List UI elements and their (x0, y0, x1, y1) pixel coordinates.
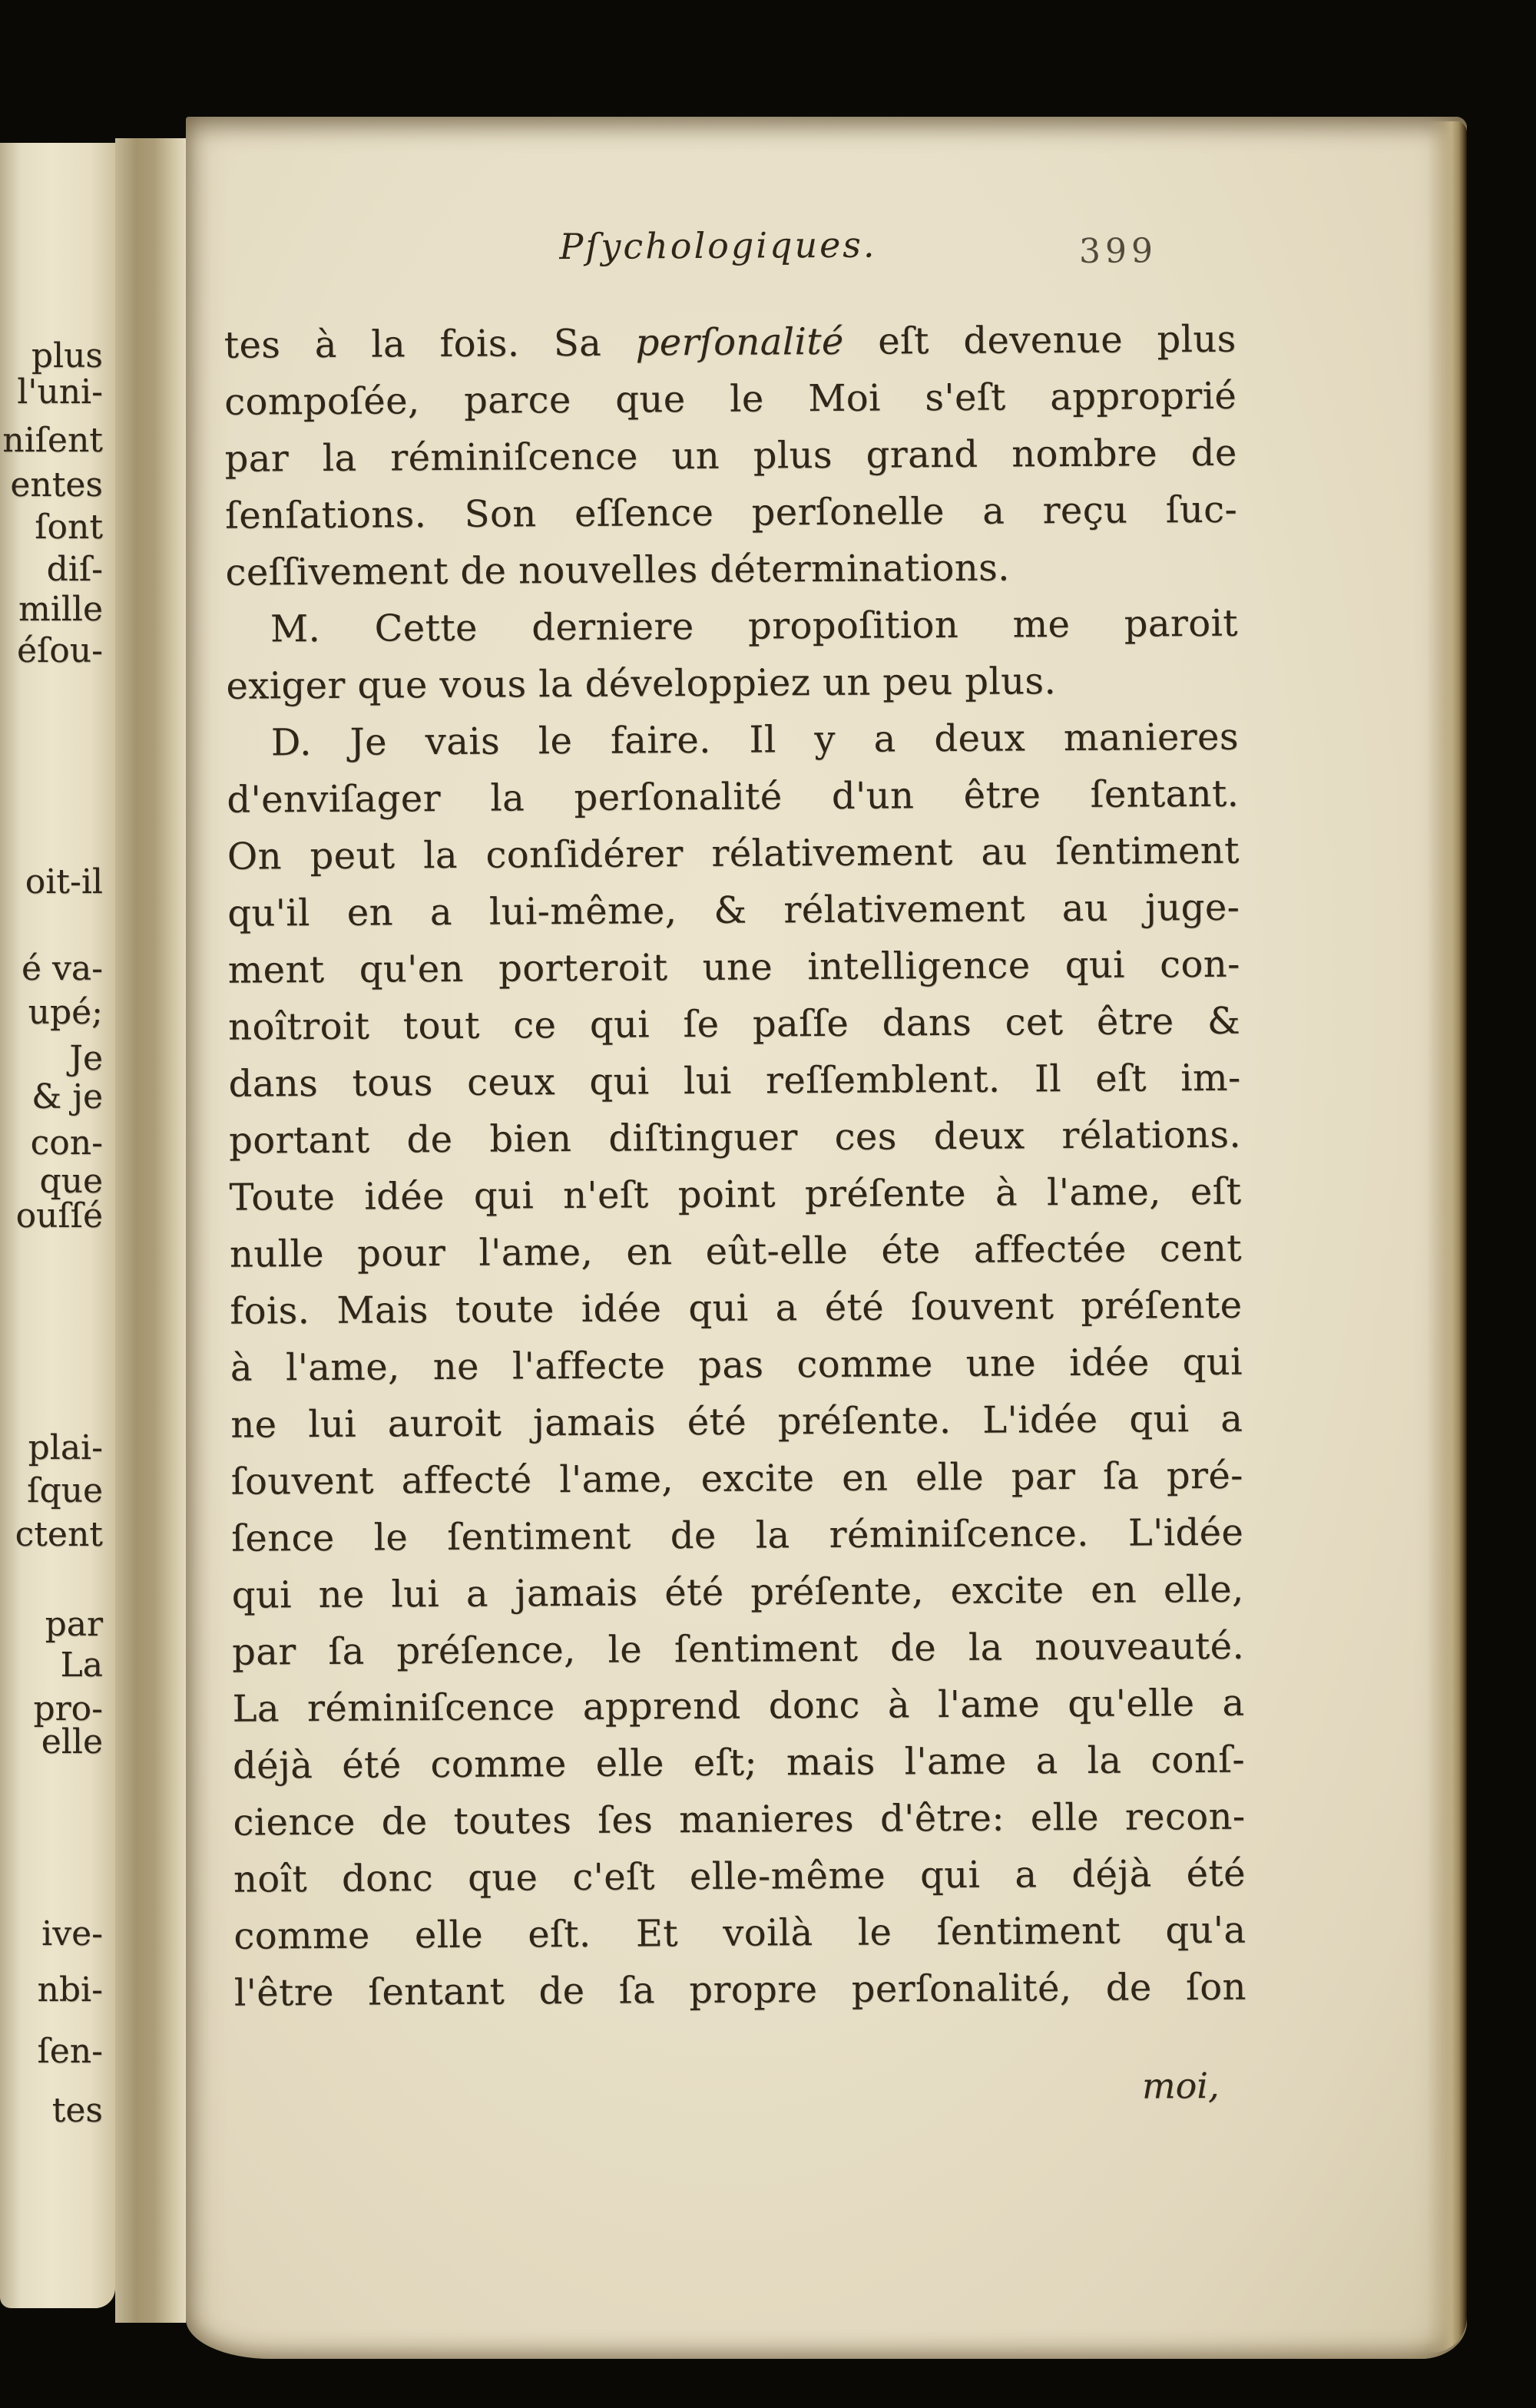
facing-page-edge (0, 143, 115, 2308)
text-line (229, 1106, 1241, 1169)
text-line (234, 1959, 1246, 2022)
fragment-line: par (45, 1605, 103, 1644)
text-line (224, 368, 1236, 431)
text-segment: d'enviſager la perſonalité d'un être ſentant. (227, 772, 1240, 822)
fragment-line: diſ- (46, 550, 103, 589)
fragment-line: ctent (15, 1515, 103, 1554)
text-segment: comme elle eſt. Et voilà le ſentiment qu'a (233, 1908, 1246, 1958)
fragment-line: ſont (35, 508, 103, 547)
text-line (229, 1163, 1241, 1226)
body-text (224, 311, 1247, 2022)
text-segment: portant de bien diſtinguer ces deux rélations. (228, 1113, 1242, 1163)
fragment-line: ſen- (37, 2032, 103, 2071)
running-title: Pſychologiques. (559, 223, 877, 268)
text-segment: par la réminiſcence un plus grand nombre de (224, 431, 1237, 481)
text-line (231, 1447, 1243, 1510)
text-segment: tes à la fois. Sa (223, 321, 636, 367)
text-line (230, 1277, 1242, 1340)
fragment-line: upé; (28, 993, 103, 1032)
fragment-line: entes (10, 465, 103, 504)
text-line (224, 425, 1236, 488)
text-line (225, 538, 1237, 601)
text-line (231, 1561, 1243, 1624)
page-number: 399 (1078, 231, 1158, 271)
text-line (227, 822, 1240, 885)
text-segment: noîtroit tout ce qui ſe paſſe dans cet être & (228, 999, 1241, 1049)
fragment-line: éſou- (16, 631, 103, 670)
catchword: moi, (1141, 2064, 1220, 2107)
text-segment: Toute idée qui n'eſt point préſente à l'ame, eſt (229, 1169, 1242, 1219)
text-line (230, 1391, 1243, 1454)
fragment-line: con- (30, 1123, 103, 1163)
text-line (224, 311, 1236, 374)
text-line (228, 993, 1240, 1056)
text-segment: fois. Mais toute idée qui a été ſouvent préſente (230, 1283, 1243, 1333)
text-line (226, 595, 1238, 658)
text-line (233, 1788, 1245, 1851)
fragment-line: plai- (28, 1428, 103, 1467)
gutter-shadow (115, 138, 186, 2323)
text-line (225, 481, 1237, 544)
text-segment: déjà été comme elle eſt; mais l'ame a la conſ- (232, 1738, 1246, 1788)
text-segment: La réminiſcence apprend donc à l'ame qu'elle a (232, 1681, 1245, 1731)
book-page (186, 117, 1467, 2359)
fragment-line: Je (69, 1039, 103, 1078)
fragment-line: elle (41, 1722, 103, 1761)
text-segment: à l'ame, ne l'affecte pas comme une idée qui (230, 1340, 1243, 1390)
text-segment: par ſa préſence, le ſentiment de la nouveauté. (232, 1624, 1245, 1674)
fragment-line: pro- (33, 1689, 103, 1728)
text-line (232, 1675, 1244, 1738)
fragment-line: tes (51, 2091, 103, 2130)
text-segment: exiger que vous la développiez un peu plus. (226, 660, 1057, 708)
fragment-line: nbi- (37, 1970, 103, 2009)
text-segment: ceſſivement de nouvelles déterminations. (225, 546, 1010, 594)
text-line (230, 1334, 1243, 1397)
text-segment: dans tous ceux qui lui reſſemblent. Il eſt im- (228, 1056, 1241, 1106)
text-segment: l'être ſentant de ſa propre perſonalité, de ſon (233, 1965, 1247, 2015)
text-line (230, 1220, 1242, 1283)
text-segment: ne lui auroit jamais été préſente. L'idée qui a (230, 1397, 1243, 1447)
text-line (227, 709, 1239, 772)
text-line (228, 936, 1240, 999)
text-segment: ſenſations. Son eſſence perſonelle a reçu ſuc- (224, 488, 1238, 538)
text-line (233, 1732, 1245, 1794)
text-segment: M. Cette derniere propoſition me paroit (270, 601, 1239, 651)
text-segment: ſouvent affecté l'ame, excite en elle par ſa pré- (230, 1454, 1243, 1503)
fragment-line: La (60, 1646, 103, 1685)
fragment-line: oit-il (25, 862, 103, 901)
page-content (180, 113, 1475, 2363)
text-line (227, 879, 1240, 942)
fragment-line: que (39, 1162, 103, 1201)
text-segment: qu'il en a lui-même, & rélativement au juge- (227, 885, 1240, 935)
fragment-line: mille (18, 590, 103, 629)
text-segment: qui ne lui a jamais été préſente, excite en elle, (231, 1567, 1244, 1617)
text-line (226, 652, 1238, 715)
fragment-line: ive- (41, 1914, 103, 1953)
text-line (233, 1845, 1246, 1908)
fragment-line: niſent (2, 421, 103, 460)
text-segment: eſt devenue plus (843, 317, 1236, 363)
text-segment: compoſée, parce que le Moi s'eſt approprié (224, 374, 1237, 424)
text-segment: noît donc que c'eſt elle-même qui a déjà été (233, 1851, 1246, 1901)
fragment-line: ſque (27, 1471, 103, 1510)
text-line (231, 1504, 1243, 1567)
text-segment: ſence le ſentiment de la réminiſcence. L'idée (231, 1510, 1244, 1560)
text-segment: D. Je vais le faire. Il y a deux manieres (270, 715, 1240, 765)
text-line (232, 1618, 1244, 1681)
fragment-line: plus (31, 336, 103, 375)
italic-text-segment: perſonalité (635, 319, 844, 365)
fragment-line: & je (31, 1077, 103, 1116)
text-line (228, 1050, 1240, 1113)
text-segment: ment qu'en porteroit une intelligence qui con- (227, 942, 1240, 992)
text-line (233, 1902, 1246, 1965)
fragment-line: é va- (22, 949, 103, 988)
text-line (227, 766, 1239, 829)
text-segment: On peut la conſidérer rélativement au ſentiment (227, 829, 1240, 878)
fragment-line: l'uni- (17, 372, 103, 412)
text-segment: cience de toutes ſes manieres d'être: elle recon- (233, 1794, 1246, 1844)
fragment-line: ouſſé (15, 1196, 103, 1235)
text-segment: nulle pour l'ame, en eût-elle éte affectée cent (229, 1226, 1243, 1276)
